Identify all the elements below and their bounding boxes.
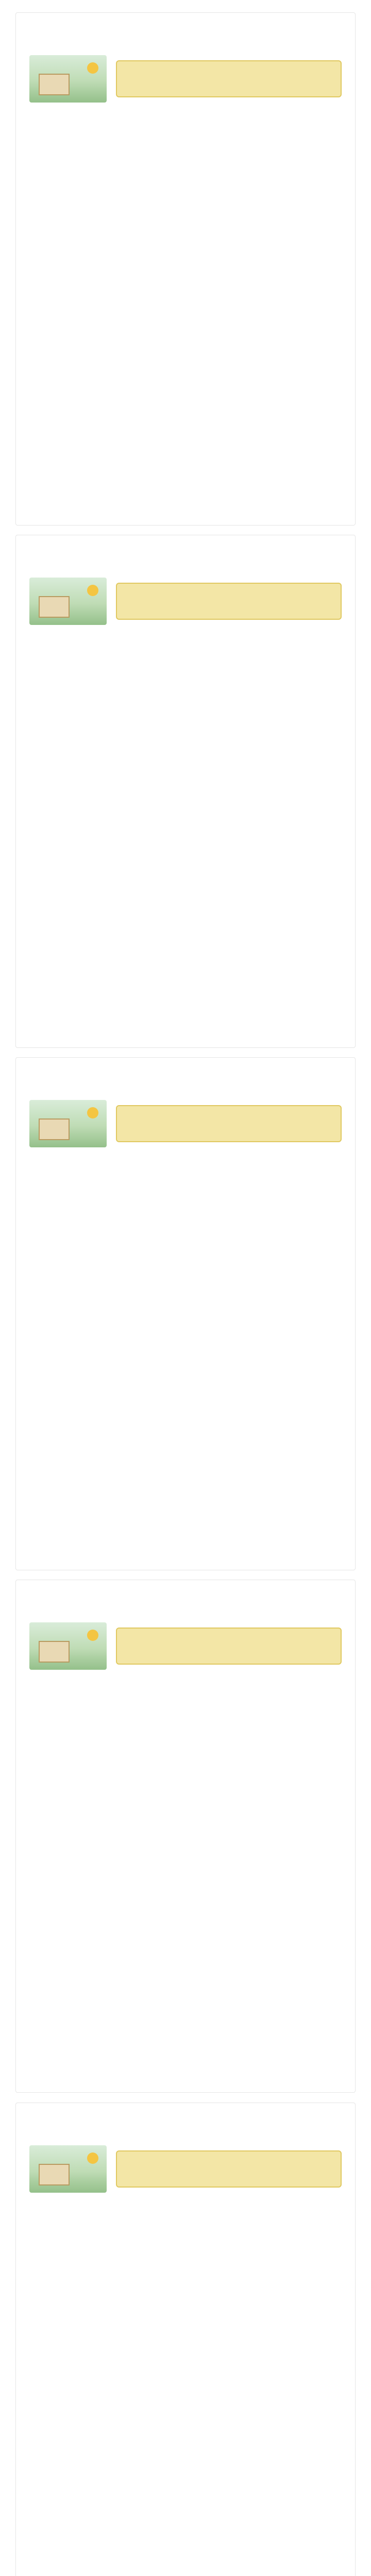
section-3 [15,1057,356,1570]
paragraph [29,935,342,1003]
illustration [29,1100,107,1147]
paragraph [29,2202,342,2270]
section-1 [15,12,356,526]
paragraph [29,860,342,928]
section-heading [29,548,342,568]
paragraph [29,1905,342,1973]
paragraph [29,2352,342,2420]
paragraph [29,413,342,481]
banner-row [29,1622,342,1670]
section-body [29,1157,342,1557]
section-heading [29,1592,342,1613]
section-body [29,634,342,1035]
section-body [29,112,342,513]
paragraph [29,1829,342,1897]
paragraph [29,262,342,330]
illustration [29,2145,107,2193]
paragraph [29,2277,342,2345]
section-heading [29,2115,342,2136]
paragraph [29,1157,342,1225]
paragraph [29,634,342,702]
paragraph [29,2428,342,2496]
paragraph [29,1382,342,1450]
paragraph [29,112,342,180]
paragraph [29,1754,342,1822]
paragraph [29,1679,342,1747]
paragraph [29,2503,342,2571]
paragraph [29,187,342,255]
title-banner [116,1628,342,1665]
paragraph [29,709,342,777]
illustration [29,55,107,103]
illustration [29,578,107,625]
paragraph [29,785,342,853]
section-4 [15,1580,356,2093]
title-banner [116,2150,342,2188]
section-body [29,2202,342,2576]
section-heading [29,1070,342,1091]
paragraph [29,1232,342,1300]
paragraph [29,1980,342,2048]
paragraph [29,1307,342,1375]
paragraph [29,1458,342,1526]
section-5 [15,2103,356,2576]
illustration [29,1622,107,1670]
section-2 [15,535,356,1048]
banner-row [29,578,342,625]
section-heading [29,25,342,46]
title-banner [116,60,342,97]
banner-row [29,1100,342,1147]
banner-row [29,55,342,103]
banner-row [29,2145,342,2193]
title-banner [116,583,342,620]
section-body [29,1679,342,2080]
title-banner [116,1105,342,1142]
paragraph [29,337,342,405]
